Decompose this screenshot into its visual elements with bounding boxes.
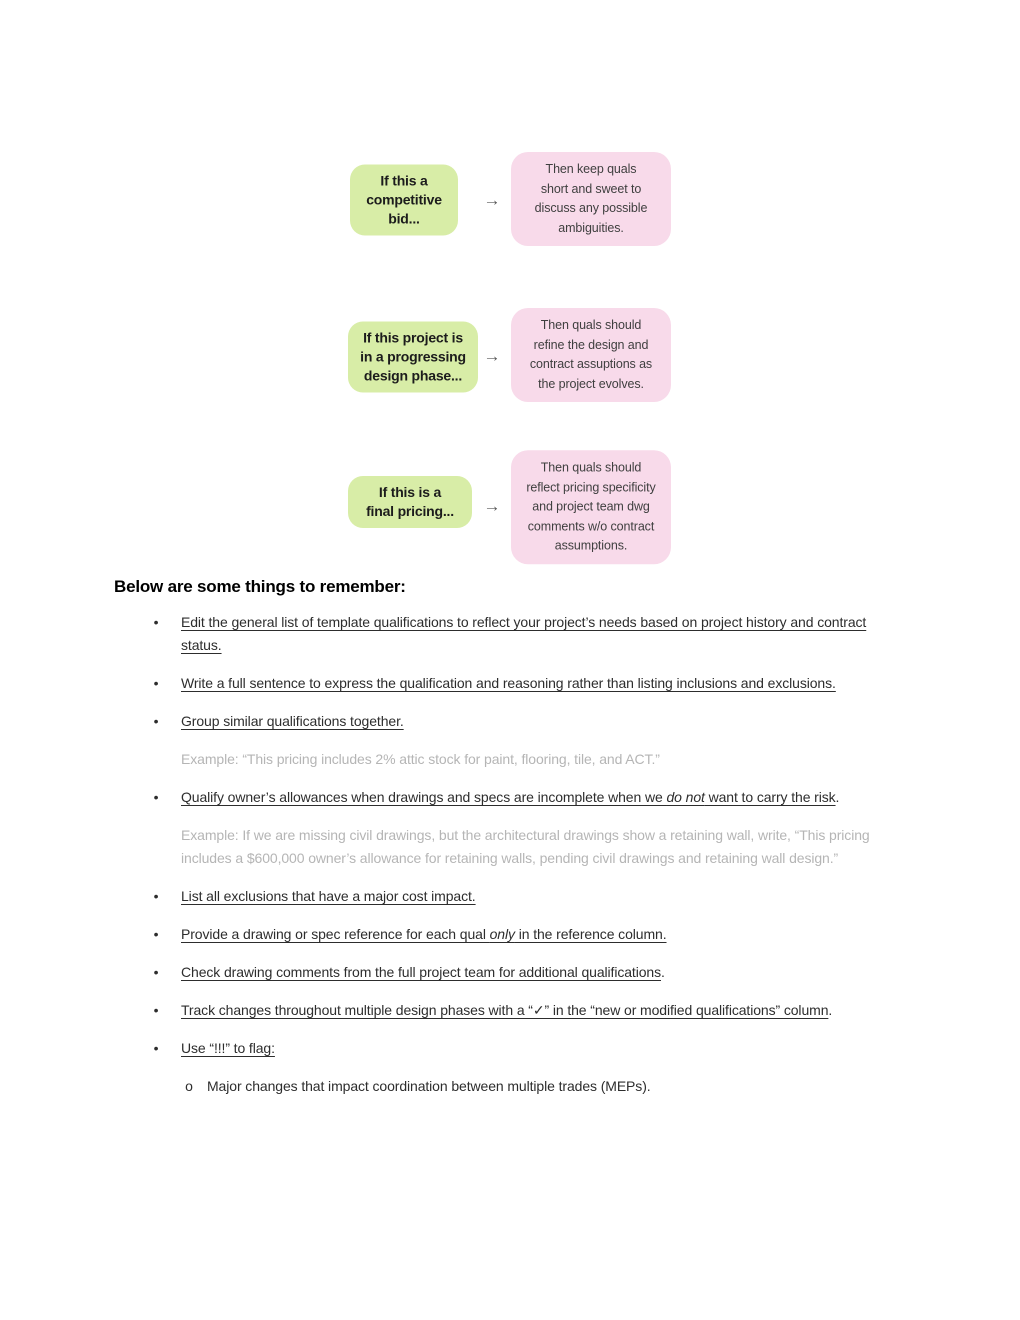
section-heading: Below are some things to remember: [114, 577, 406, 596]
then-box-progressing-design [511, 308, 671, 402]
example-text: Example: “This pricing includes 2% attic stock for paint, flooring, tile, and ACT.” [181, 751, 660, 767]
remember-list [120, 611, 910, 1113]
list-item-text: Use “!!!” to flag: [181, 1040, 275, 1056]
box-text-line: in a progressing [360, 348, 466, 365]
sub-list-item [120, 1075, 910, 1098]
list-item [120, 786, 910, 809]
box-text-line: If this project is [363, 329, 463, 346]
then-box-competitive-bid [511, 152, 671, 246]
sub-bullet-marker: o [185, 1078, 193, 1094]
box-text-line: competitive [366, 191, 442, 208]
box-text-line: final pricing... [366, 503, 454, 519]
list-item-text: Edit the general list of template qualifications to reflect your project’s needs based on project history and contract status. [181, 614, 867, 653]
list-item [120, 885, 910, 908]
box-text-line: discuss any possible [534, 201, 648, 215]
list-item [120, 672, 910, 695]
box-text-line: Then quals should [540, 318, 642, 332]
if-box-progressing-design [348, 322, 478, 393]
list-item-text: Group similar qualifications together. [181, 713, 404, 729]
box-text-line: and project team dwg [532, 499, 650, 514]
box-text-line: ambiguities. [558, 220, 624, 235]
box-text-line: design phase... [363, 367, 463, 384]
list-item-text: Provide a drawing or spec reference for each qual only in the reference column. [181, 926, 667, 942]
list-item-text: Check drawing comments from the full project team for additional qualifications. [181, 964, 665, 980]
list-item [120, 961, 910, 984]
bullet-marker: • [153, 675, 159, 691]
right-arrow-icon: → [483, 496, 501, 516]
list-item-text: List all exclusions that have a major cost impact. [181, 888, 476, 904]
bullet-marker: • [153, 964, 159, 980]
box-text-line: short and sweet to [540, 181, 642, 196]
example-note [120, 824, 910, 870]
list-item-text: Write a full sentence to express the qualification and reasoning rather than listing inclusions and exclusions. [181, 675, 836, 691]
bullet-marker: • [153, 1002, 159, 1018]
if-then-diagram [0, 0, 1020, 570]
box-text-line: Then keep quals [545, 162, 637, 176]
sub-list-item-text: Major changes that impact coordination between multiple trades (MEPs). [207, 1078, 651, 1094]
box-text-line: If this is a [378, 484, 442, 500]
box-text-line: bid... [388, 210, 420, 227]
box-text-line: assumptions. [554, 538, 628, 553]
bullet-marker: • [153, 713, 159, 729]
list-item [120, 999, 910, 1022]
right-arrow-icon: → [483, 190, 501, 210]
box-text-line: If this a [380, 172, 428, 189]
box-text-line: Then quals should [540, 460, 642, 475]
list-item-text: Qualify owner’s allowances when drawings and specs are incomplete when we do not want to carry the risk. [181, 789, 840, 805]
list-item [120, 1037, 910, 1060]
example-note [120, 748, 910, 771]
list-item [120, 923, 910, 946]
example-text: Example: If we are missing civil drawings, but the architectural drawings show a retaining wall, write, “This pricing includes a $600,000 owner’s allowance for retaining walls, pending civil drawings and retaining wall design.” [181, 827, 870, 866]
list-item-text: Track changes throughout multiple design phases with a “✓” in the “new or modified qualifications” column. [181, 1002, 833, 1018]
box-text-line: comments w/o contract [527, 518, 655, 533]
bullet-marker: • [153, 789, 159, 805]
bullet-marker: • [153, 888, 159, 904]
bullet-marker: • [153, 1040, 159, 1056]
if-box-final-pricing [348, 476, 472, 528]
list-item [120, 710, 910, 733]
box-text-line: refine the design and [533, 337, 649, 352]
then-box-final-pricing [511, 450, 671, 564]
box-text-line: the project evolves. [538, 376, 644, 391]
bullet-marker: • [153, 614, 159, 630]
list-item [120, 611, 910, 657]
box-text-line: contract assuptions as [529, 357, 653, 371]
if-box-competitive-bid [350, 165, 458, 236]
box-text-line: reflect pricing specificity [526, 479, 656, 494]
bullet-marker: • [153, 926, 159, 942]
right-arrow-icon: → [483, 346, 501, 366]
